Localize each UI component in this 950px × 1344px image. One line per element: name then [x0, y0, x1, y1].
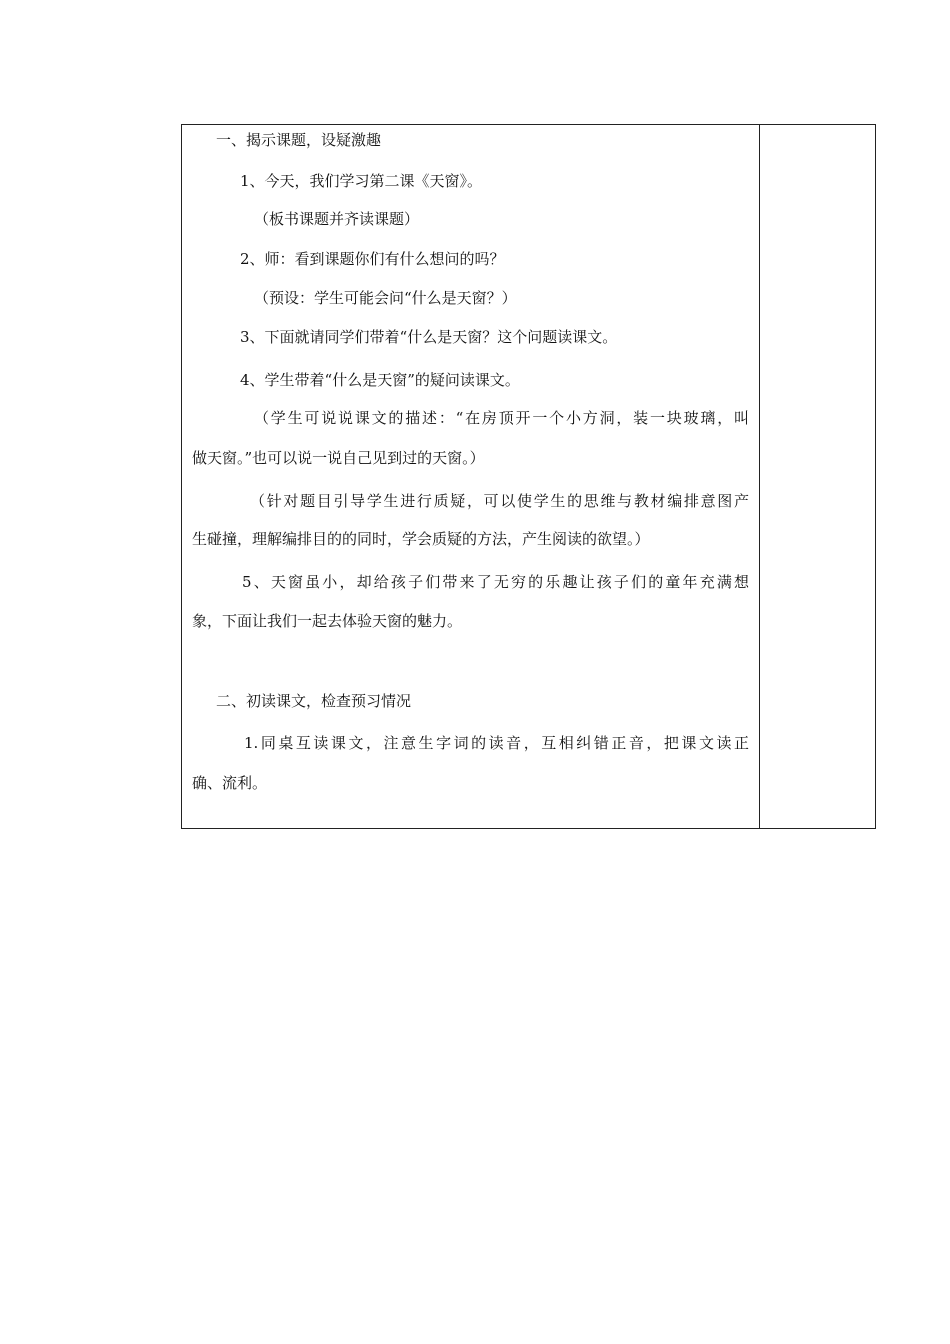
section-2-item-1-line2: 确、流利。 — [192, 774, 268, 792]
lesson-item-2: 2、师：看到课题你们有什么想问的吗？ — [240, 250, 505, 268]
section-2-item-1-line1: 1.同桌互读课文，注意生字词的读音，互相纠错正音，把课文读正 — [244, 734, 749, 752]
lesson-item-1-note: （板书课题并齐读课题） — [254, 210, 420, 228]
lesson-item-5-line2: 象，下面让我们一起去体验天窗的魅力。 — [192, 612, 463, 630]
lesson-item-4-note-line1: （学生可说说课文的描述：“在房顶开一个小方洞，装一块玻璃，叫 — [254, 409, 749, 427]
lesson-item-4-note-line2: 做天窗。”也可以说一说自己见到过的天窗。） — [192, 449, 485, 467]
lesson-item-2-note: （预设：学生可能会问“什么是天窗？） — [254, 289, 517, 307]
lesson-item-4: 4、学生带着“什么是天窗”的疑问读课文。 — [240, 371, 520, 389]
lesson-content-cell — [182, 125, 760, 828]
section-heading-2: 二、初读课文，检查预习情况 — [216, 692, 412, 710]
design-note-line2: 生碰撞，理解编排目的的同时，学会质疑的方法，产生阅读的欲望。） — [192, 530, 650, 548]
lesson-item-3: 3、下面就请同学们带着“什么是天窗？这个问题读课文。 — [240, 328, 618, 346]
section-heading-1: 一、揭示课题，设疑激趣 — [216, 131, 382, 149]
lesson-plan-table — [181, 124, 876, 829]
lesson-item-5-line1: 5、天窗虽小，却给孩子们带来了无穷的乐趣让孩子们的童年充满想 — [242, 573, 749, 591]
design-note-line1: （针对题目引导学生进行质疑，可以使学生的思维与教材编排意图产 — [250, 492, 749, 510]
lesson-item-1: 1、今天，我们学习第二课《天窗》。 — [240, 172, 483, 190]
notes-column-cell — [760, 125, 875, 828]
